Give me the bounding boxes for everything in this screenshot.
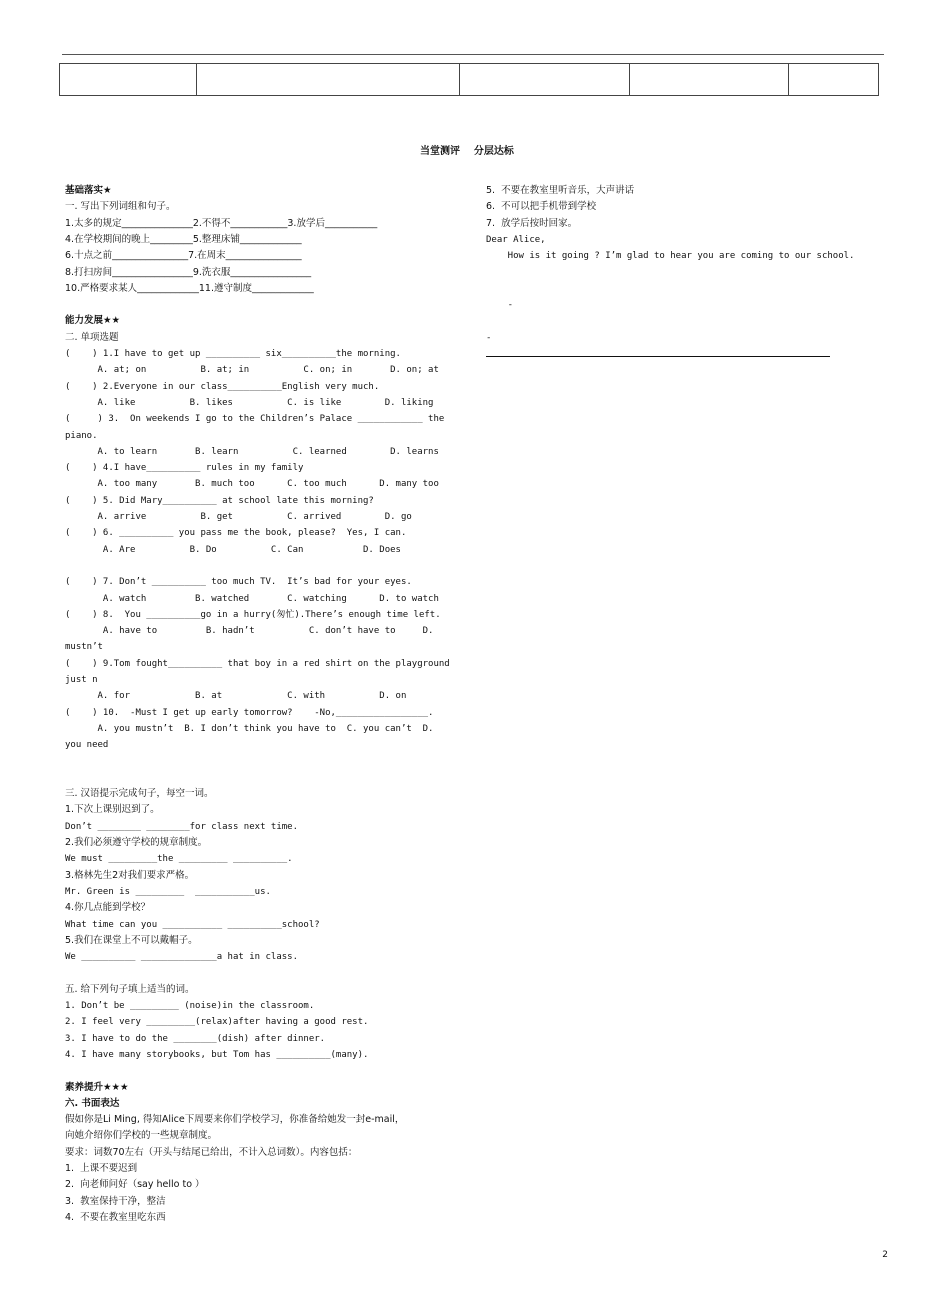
left-line: A. Are B. Do C. Can D. Does xyxy=(65,544,401,555)
right-line: How is it going ? I’m glad to hear you are coming to our school. xyxy=(486,251,855,262)
left-line: 1.太多的规定_______________2.不得不____________3.放学后___________ xyxy=(65,217,378,229)
left-line: 2. I feel very _________(relax)after having a good rest. xyxy=(65,1017,369,1028)
left-line: A. watch B. watched C. watching D. to watch xyxy=(65,593,439,604)
left-line: 要求：词数70左右（开头与结尾已给出，不计入总词数）。内容包括： xyxy=(65,1146,358,1158)
header-cell xyxy=(197,64,460,96)
right-line: - xyxy=(486,332,492,343)
left-line: ( ) 10. -Must I get up early tomorrow? -No,_________________. xyxy=(65,707,434,718)
left-line: ( ) 9.Tom fought__________ that boy in a red shirt on the playground xyxy=(65,658,450,669)
left-line: 1.下次上课别迟到了。 xyxy=(65,804,160,816)
left-line: 4.在学校期间的晚上_________5.整理床铺_____________ xyxy=(65,233,302,245)
right-line: - xyxy=(486,300,514,311)
left-line: 三. 汉语提示完成句子，每空一词。 xyxy=(65,788,214,800)
right-line: 6. 不可以把手机带到学校 xyxy=(486,201,597,213)
left-line: 4. I have many storybooks, but Tom has __________(many). xyxy=(65,1049,369,1060)
header-cell xyxy=(789,64,879,96)
header-cell xyxy=(460,64,630,96)
left-line: A. like B. likes C. is like D. liking xyxy=(65,397,434,408)
left-line: ( ) 3. On weekends I go to the Children’s Palace ____________ the xyxy=(65,414,445,425)
left-line: ( ) 5. Did Mary__________ at school late this morning? xyxy=(65,495,374,506)
left-line: We must _________the _________ __________. xyxy=(65,854,293,865)
header-cell xyxy=(60,64,197,96)
left-line: 向她介绍你们学校的一些规章制度。 xyxy=(65,1130,218,1142)
top-rule xyxy=(62,54,884,55)
left-line: ( ) 8. You __________go in a hurry(匆忙).There’s enough time left. xyxy=(65,609,441,620)
left-line: ( ) 6. __________ you pass me the book, please? Yes, I can. xyxy=(65,528,407,539)
left-line: Don’t ________ ________for class next time. xyxy=(65,821,298,832)
left-line: 4.你几点能到学校？ xyxy=(65,902,151,914)
left-line: 10.严格要求某人_____________11.遵守制度_____________ xyxy=(65,282,314,294)
left-line: 1. Don’t be _________ (noise)in the classroom. xyxy=(65,1001,315,1011)
left-line: What time can you ___________ __________school? xyxy=(65,919,320,930)
left-line: 假如你是Li Ming, 得知Alice下周要来你们学校学习，你准备给她发一封e-mail， xyxy=(65,1114,405,1126)
left-line: piano. xyxy=(65,430,98,441)
left-line: mustn’t xyxy=(65,642,103,653)
left-line: A. arrive B. get C. arrived D. go xyxy=(65,512,412,522)
left-line: 3. I have to do the ________(dish) after dinner. xyxy=(65,1033,326,1044)
left-line: 素养提升★★★ xyxy=(65,1081,129,1093)
right-line: Dear Alice, xyxy=(486,234,546,245)
writing-line xyxy=(486,356,830,357)
left-line: ( ) 1.I have to get up __________ six__________the morning. xyxy=(65,349,401,359)
left-line: 基础落实★ xyxy=(65,185,112,196)
left-line: 5.我们在课堂上不可以戴帽子。 xyxy=(65,934,198,946)
left-line: 4. 不要在教室里吃东西 xyxy=(65,1211,166,1223)
left-line: you need xyxy=(65,740,109,751)
header-table xyxy=(59,63,879,96)
left-line: ( ) 7. Don’t __________ too much TV. It’s bad for your eyes. xyxy=(65,577,412,588)
left-line: A. too many B. much too C. too much D. many too xyxy=(65,479,439,490)
left-line: 3.格林先生2对我们要求严格。 xyxy=(65,869,195,881)
left-line: A. have to B. hadn’t C. don’t have to D. xyxy=(65,626,434,637)
left-line: 2. 向老师问好（say hello to ） xyxy=(65,1179,205,1191)
left-line: 2.我们必须遵守学校的规章制度。 xyxy=(65,837,208,848)
right-line: 7. 放学后按时回家。 xyxy=(486,217,578,229)
right-line: 5. 不要在教室里听音乐，大声讲话 xyxy=(486,185,635,196)
left-line: A. to learn B. learn C. learned D. learns xyxy=(65,446,439,457)
left-line: 3. 教室保持干净，整洁 xyxy=(65,1195,166,1207)
left-line: A. at; on B. at; in C. on; in D. on; at xyxy=(65,365,439,376)
left-line: 六. 书面表达 xyxy=(65,1097,120,1109)
left-line: Mr. Green is _________ ___________us. xyxy=(65,886,271,897)
left-line: 1. 上课不要迟到 xyxy=(65,1163,138,1174)
left-line: 8.打扫房间_________________9.洗衣服_________________ xyxy=(65,266,312,278)
header-cell xyxy=(630,64,789,96)
left-line: 一. 写出下列词组和句子。 xyxy=(65,201,176,213)
left-line: 二. 单项选题 xyxy=(65,331,119,343)
left-line: 能力发展★★ xyxy=(65,315,121,327)
left-line: 五. 给下列句子填上适当的词。 xyxy=(65,983,195,995)
left-line: A. for B. at C. with D. on xyxy=(65,691,407,702)
left-line: just n xyxy=(65,675,98,685)
left-line: ( ) 2.Everyone in our class__________English very much. xyxy=(65,381,380,392)
left-line: ( ) 4.I have__________ rules in my family xyxy=(65,463,304,474)
section-title: 当堂测评 分层达标 xyxy=(420,146,514,157)
left-line: A. you mustn’t B. I don’t think you have to C. you can’t D. xyxy=(65,723,434,734)
left-line: We __________ ______________a hat in class. xyxy=(65,952,298,963)
left-line: 6.十点之前________________7.在周末________________ xyxy=(65,250,302,262)
page-number: 2 xyxy=(882,1250,888,1260)
